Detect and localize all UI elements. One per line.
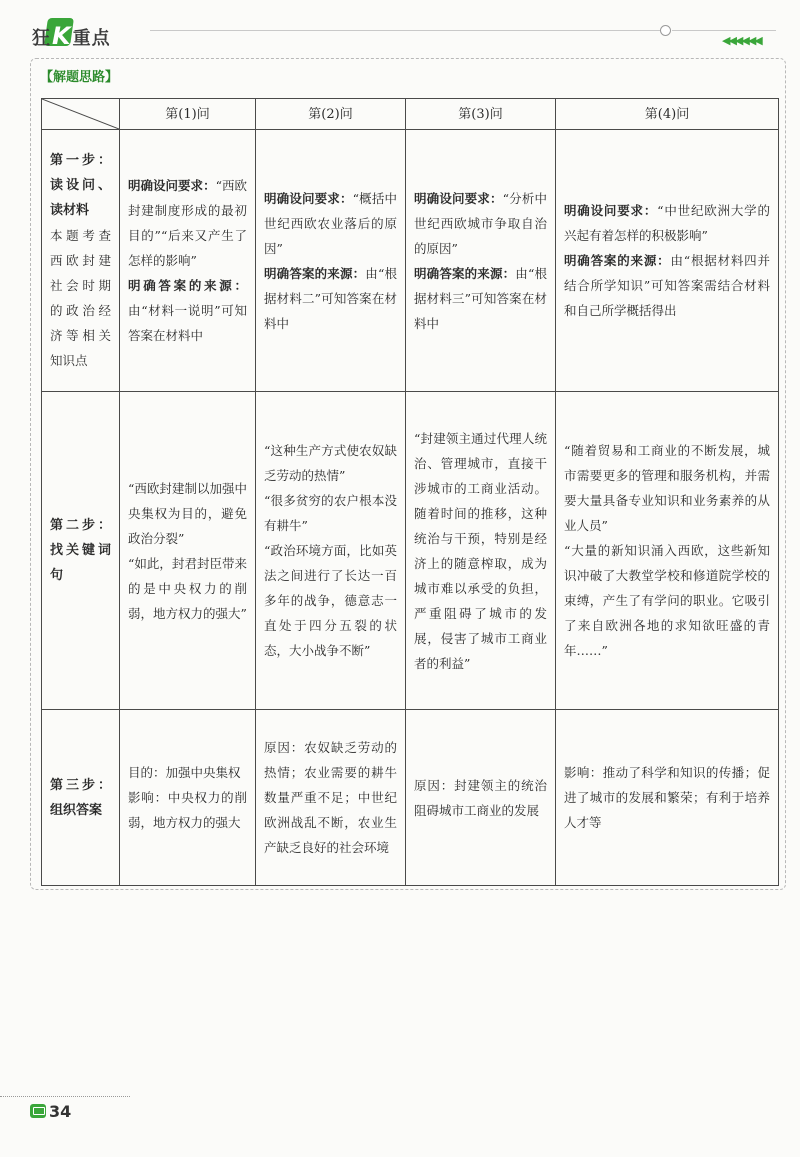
cell-paragraph bbox=[264, 186, 397, 261]
cell-text: “西欧封建制以加强中央集权为目的，避免政治分裂” bbox=[128, 480, 247, 546]
cell-paragraph bbox=[128, 551, 247, 626]
table-cell bbox=[556, 710, 779, 886]
column-header: 第(3)问 bbox=[406, 99, 556, 130]
table-row bbox=[42, 392, 779, 710]
section-title: 【解题思路】 bbox=[40, 70, 119, 85]
cell-text: 原因：农奴缺乏劳动的热情；农业需要的耕牛数量严重不足；中世纪欧洲战乱不断，农业生产缺乏良好的社会环境 bbox=[264, 740, 397, 855]
header-rule-right bbox=[672, 30, 776, 31]
diagonal-line bbox=[42, 99, 119, 129]
cell-paragraph bbox=[414, 773, 547, 823]
cell-text: 目的：加强中央集权 bbox=[128, 765, 241, 780]
table-cell bbox=[556, 392, 779, 710]
table-row bbox=[42, 710, 779, 886]
table-cell bbox=[406, 130, 556, 392]
cell-text: 由“根据材料二”可知答案在材料中 bbox=[264, 265, 397, 331]
cell-paragraph bbox=[264, 735, 397, 860]
cell-text: “如此，封君封臣带来的是中央权力的削弱，地方权力的强大” bbox=[128, 555, 247, 621]
cell-text: “西欧封建制度形成的最初目的”“后来又产生了怎样的影响” bbox=[128, 178, 247, 268]
table-cell bbox=[120, 710, 256, 886]
cell-paragraph bbox=[414, 426, 547, 676]
table-cell bbox=[556, 130, 779, 392]
column-header: 第(2)问 bbox=[256, 99, 406, 130]
cell-paragraph bbox=[128, 273, 247, 348]
cell-text: 原因：封建领主的统治阻碍城市工商业的发展 bbox=[414, 777, 547, 818]
cell-text: “封建领主通过代理人统治、管理城市，直接干涉城市的工商业活动。随着时间的推移，这种统治与干预，特别是经济上的随意榨取，成为城市难以承受的负担，严重阻碍了城市的发展，侵害了城市工商业者的利益” bbox=[414, 430, 547, 671]
cell-paragraph bbox=[264, 261, 397, 336]
cell-paragraph bbox=[264, 538, 397, 663]
cell-text: “随着贸易和工商业的不断发展，城市需要更多的管理和服务机构，并需要大量具备专业知识和业务素养的从业人员” bbox=[564, 443, 770, 533]
cell-paragraph bbox=[564, 538, 770, 663]
cell-paragraph bbox=[414, 186, 547, 261]
header-dot-ornament bbox=[660, 25, 671, 36]
table-cell bbox=[120, 130, 256, 392]
table-header-row bbox=[42, 99, 779, 130]
cell-text: “很多贫穷的农户根本没有耕牛” bbox=[264, 493, 397, 533]
row-header-cell bbox=[42, 130, 120, 392]
row-step-title: 第三步：组织答案 bbox=[50, 777, 111, 818]
solution-table bbox=[41, 98, 779, 886]
cell-label: 明确设问要求： bbox=[414, 190, 503, 206]
cell-label: 明确答案的来源： bbox=[414, 265, 516, 281]
cell-paragraph bbox=[128, 173, 247, 273]
cell-text: “大量的新知识涌入西欧，这些新知识冲破了大教堂学校和修道院学校的束缚，产生了有学问的职业。它吸引了来自欧洲各地的求知欲旺盛的青年……” bbox=[564, 543, 770, 658]
column-header: 第(1)问 bbox=[120, 99, 256, 130]
header-rule bbox=[150, 30, 660, 31]
column-header: 第(4)问 bbox=[556, 99, 779, 130]
table-cell bbox=[120, 392, 256, 710]
row-header-cell bbox=[42, 392, 120, 710]
header-arrows-ornament: ◀◀◀◀◀◀ bbox=[722, 34, 761, 47]
cell-paragraph bbox=[128, 476, 247, 551]
cell-text: 由“材料一说明”可知答案在材料中 bbox=[128, 303, 247, 343]
row-step-title: 第二步：找关键词句 bbox=[50, 518, 111, 583]
cell-paragraph bbox=[264, 438, 397, 488]
cell-text: “概括中世纪西欧农业落后的原因” bbox=[264, 190, 397, 256]
cell-paragraph bbox=[128, 785, 247, 835]
cell-label: 明确答案的来源： bbox=[564, 253, 671, 268]
cell-text: 由“根据材料四并结合所学知识”可知答案需结合材料和自己所学概括得出 bbox=[564, 253, 770, 318]
cell-label: 明确设问要求： bbox=[264, 190, 353, 206]
cell-text: 影响：推动了科学和知识的传播；促进了城市的发展和繁荣；有利于培养人才等 bbox=[564, 765, 770, 830]
logo-text: 狂K重点 bbox=[32, 22, 111, 50]
table-cell bbox=[256, 710, 406, 886]
cell-label: 明确答案的来源： bbox=[128, 278, 247, 293]
table-cell bbox=[256, 392, 406, 710]
row-step-note: 本题考查西欧封建社会时期的政治经济等相关知识点 bbox=[50, 228, 111, 368]
brand-logo bbox=[30, 16, 150, 50]
cell-paragraph bbox=[564, 760, 770, 835]
cell-text: “政治环境方面，比如英法之间进行了长达一百多年的战争，德意志一直处于四分五裂的状态，大小战争不断” bbox=[264, 543, 397, 658]
table-cell bbox=[406, 392, 556, 710]
cell-text: “这种生产方式使农奴缺乏劳动的热情” bbox=[264, 443, 397, 483]
table-row bbox=[42, 130, 779, 392]
cell-paragraph bbox=[564, 248, 770, 323]
cell-text: “分析中世纪西欧城市争取自治的原因” bbox=[414, 190, 547, 256]
page-number-badge bbox=[30, 1102, 74, 1122]
diagonal-corner-cell bbox=[42, 99, 120, 130]
row-header-cell bbox=[42, 710, 120, 886]
cell-paragraph bbox=[564, 438, 770, 538]
cell-label: 明确设问要求： bbox=[128, 178, 216, 193]
book-icon bbox=[30, 1104, 46, 1118]
cell-text: 影响：中央权力的削弱，地方权力的强大 bbox=[128, 790, 247, 830]
cell-text: 由“根据材料三”可知答案在材料中 bbox=[414, 265, 547, 331]
page-number: 34 bbox=[49, 1102, 72, 1121]
cell-paragraph bbox=[128, 760, 247, 785]
cell-text: “中世纪欧洲大学的兴起有着怎样的积极影响” bbox=[564, 203, 770, 243]
footer-rule bbox=[0, 1096, 130, 1097]
cell-paragraph bbox=[564, 198, 770, 248]
cell-paragraph bbox=[414, 261, 547, 336]
cell-paragraph bbox=[264, 488, 397, 538]
row-step-title: 第一步：读设问、读材料 bbox=[50, 153, 111, 218]
cell-label: 明确设问要求： bbox=[564, 203, 658, 218]
cell-label: 明确答案的来源： bbox=[264, 265, 366, 281]
table-cell bbox=[406, 710, 556, 886]
table-cell bbox=[256, 130, 406, 392]
